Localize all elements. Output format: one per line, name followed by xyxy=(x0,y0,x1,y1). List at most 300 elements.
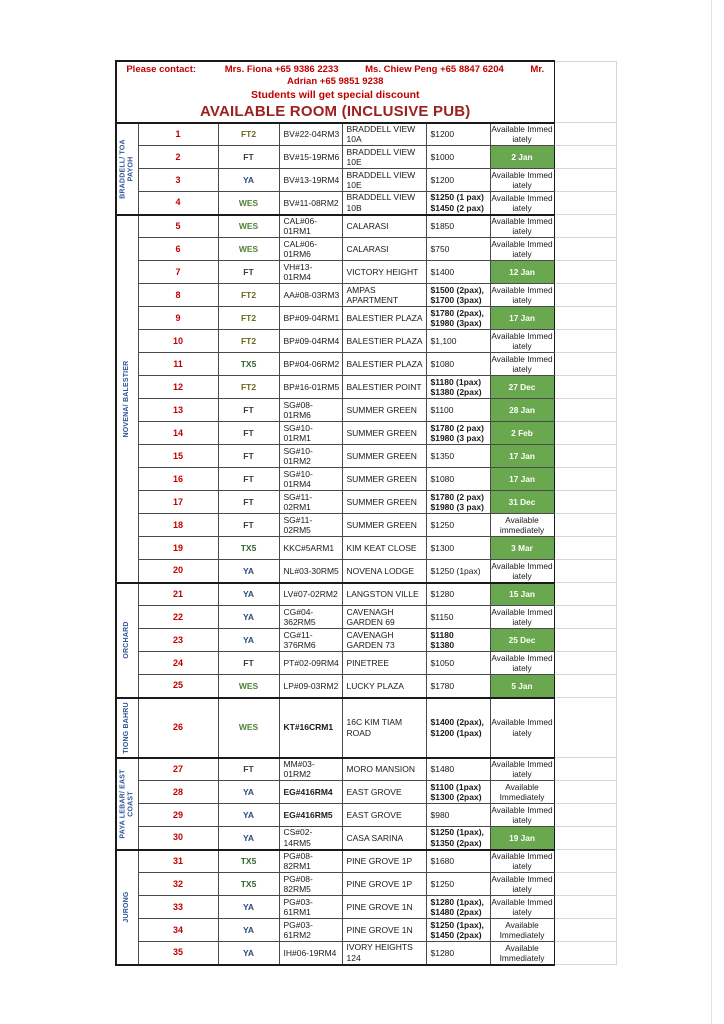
cell-line: iately xyxy=(512,134,532,145)
room-code-cell: TX5 xyxy=(218,537,279,560)
cell-line: $1780 (2pax), xyxy=(430,307,484,318)
cell-line: iately xyxy=(512,180,532,191)
row-number-cell: 26 xyxy=(138,698,218,758)
unit-code-cell: PG#08-82RM1 xyxy=(279,850,342,873)
table-row xyxy=(116,284,616,307)
row-number-cell: 1 xyxy=(138,123,218,146)
price-cell xyxy=(426,560,490,583)
cell-line: Immediately xyxy=(499,952,545,963)
cell-line: $1380 (2pax) xyxy=(430,387,482,398)
cell-line: iately xyxy=(512,769,532,780)
unit-code-cell: EG#416RM5 xyxy=(279,804,342,827)
spacer-cell xyxy=(554,169,616,192)
availability-cell xyxy=(490,781,554,804)
property-name-cell: NOVENA LODGE xyxy=(342,560,426,583)
price-cell xyxy=(426,261,490,284)
price-cell xyxy=(426,758,490,781)
availability-cell xyxy=(490,942,554,965)
table-row xyxy=(116,896,616,919)
room-code-cell: TX5 xyxy=(218,353,279,376)
row-number-cell: 22 xyxy=(138,606,218,629)
availability-cell xyxy=(490,215,554,238)
cell-line: 2 Feb xyxy=(511,427,533,438)
room-code-cell: FT2 xyxy=(218,376,279,399)
property-name-cell: BRADDELL VIEW 10E xyxy=(342,146,426,169)
cell-line: $1300 (2pax) xyxy=(430,792,482,803)
cell-line: $1350 xyxy=(430,450,455,461)
room-code-cell: FT xyxy=(218,445,279,468)
discount-note: Students will get special discount xyxy=(250,88,420,101)
row-number-cell: 18 xyxy=(138,514,218,537)
price-cell xyxy=(426,873,490,896)
row-number-cell: 9 xyxy=(138,307,218,330)
cell-line: 3 Mar xyxy=(511,542,533,553)
cell-line: Available Immed xyxy=(491,353,553,364)
unit-code-cell: PG#08-82RM5 xyxy=(279,873,342,896)
unit-code-cell: PT#02-09RM4 xyxy=(279,652,342,675)
room-code-cell: WES xyxy=(218,192,279,215)
row-number-cell: 23 xyxy=(138,629,218,652)
cell-line: Available Immed xyxy=(491,216,553,227)
cell-line: Available Immed xyxy=(491,284,553,295)
room-code-cell: FT2 xyxy=(218,307,279,330)
price-cell xyxy=(426,537,490,560)
availability-cell xyxy=(490,675,554,698)
table-row xyxy=(116,781,616,804)
cell-line: Available xyxy=(505,781,539,792)
sheet-title: AVAILABLE ROOM (INCLUSIVE PUB) xyxy=(200,102,471,120)
price-cell xyxy=(426,652,490,675)
spacer-cell xyxy=(554,192,616,215)
unit-code-cell: BV#15-19RM6 xyxy=(279,146,342,169)
price-cell xyxy=(426,919,490,942)
property-name-cell: BRADDELL VIEW 10B xyxy=(342,192,426,215)
cell-line: Available Immed xyxy=(491,652,553,663)
unit-code-cell: CG#04-362RM5 xyxy=(279,606,342,629)
cell-line: Immediately xyxy=(499,930,545,941)
table-row xyxy=(116,445,616,468)
spacer-cell xyxy=(554,261,616,284)
room-code-cell: YA xyxy=(218,629,279,652)
row-number-cell: 35 xyxy=(138,942,218,965)
row-number-cell: 5 xyxy=(138,215,218,238)
availability-cell xyxy=(490,560,554,583)
availability-cell xyxy=(490,123,554,146)
price-cell xyxy=(426,629,490,652)
property-name-cell: CASA SARINA xyxy=(342,827,426,850)
region-label: BRADDELL/ TOA PAYOH xyxy=(119,138,135,199)
cell-line: $1280 xyxy=(430,589,455,600)
room-table xyxy=(115,60,617,966)
spacer-cell xyxy=(554,675,616,698)
spacer-cell xyxy=(554,942,616,965)
header-row xyxy=(116,61,616,123)
room-code-cell: FT xyxy=(218,146,279,169)
table-row xyxy=(116,376,616,399)
cell-line: Available xyxy=(505,919,539,930)
region-label-cell xyxy=(116,583,138,698)
table-row xyxy=(116,827,616,850)
contact-adrian: Mr. Adrian +65 9851 9238 xyxy=(287,64,545,87)
cell-line: 5 Jan xyxy=(511,680,533,691)
row-number-cell: 24 xyxy=(138,652,218,675)
availability-cell xyxy=(490,698,554,758)
property-name-cell: EAST GROVE xyxy=(342,804,426,827)
cell-line: $1280 (1pax), xyxy=(430,896,484,907)
row-number-cell: 27 xyxy=(138,758,218,781)
cell-line: iately xyxy=(512,249,532,260)
price-cell xyxy=(426,514,490,537)
table-row xyxy=(116,238,616,261)
spacer-cell xyxy=(554,896,616,919)
room-code-cell: FT xyxy=(218,514,279,537)
property-name-cell: VICTORY HEIGHT xyxy=(342,261,426,284)
spacer-cell xyxy=(554,919,616,942)
cell-line: $1250 xyxy=(430,878,455,889)
cell-line: $1250 (1pax), xyxy=(430,827,484,838)
cell-line: iately xyxy=(512,341,532,352)
row-number-cell: 6 xyxy=(138,238,218,261)
price-cell xyxy=(426,583,490,606)
cell-line: $1450 (2 pax) xyxy=(430,202,484,213)
property-name-cell: 16C KIM TIAM ROAD xyxy=(342,698,426,758)
cell-line: iately xyxy=(512,727,532,738)
availability-cell xyxy=(490,896,554,919)
price-cell xyxy=(426,675,490,698)
cell-line: $1780 xyxy=(430,680,455,691)
cell-line: $1980 (3 pax) xyxy=(430,502,484,513)
property-name-cell: BALESTIER PLAZA xyxy=(342,307,426,330)
cell-line: $1780 (2 pax) xyxy=(430,491,484,502)
unit-code-cell: SG#11-02RM5 xyxy=(279,514,342,537)
cell-line: iately xyxy=(512,202,532,213)
spacer-cell xyxy=(554,61,616,123)
cell-line: iately xyxy=(512,861,532,872)
availability-cell xyxy=(490,169,554,192)
cell-line: $1480 (2pax) xyxy=(430,907,482,918)
price-cell xyxy=(426,376,490,399)
room-code-cell: YA xyxy=(218,919,279,942)
availability-cell xyxy=(490,491,554,514)
cell-line: Available Immed xyxy=(491,124,553,135)
unit-code-cell: SG#10-01RM4 xyxy=(279,468,342,491)
cell-line: iately xyxy=(512,364,532,375)
price-cell xyxy=(426,169,490,192)
unit-code-cell: KT#16CRM1 xyxy=(279,698,342,758)
price-cell xyxy=(426,698,490,758)
unit-code-cell: SG#08-01RM6 xyxy=(279,399,342,422)
spacer-cell xyxy=(554,491,616,514)
room-code-cell: WES xyxy=(218,215,279,238)
row-number-cell: 13 xyxy=(138,399,218,422)
table-row xyxy=(116,399,616,422)
spacer-cell xyxy=(554,422,616,445)
cell-line: $1250 (1pax), xyxy=(430,919,484,930)
cell-line: 17 Jan xyxy=(509,473,535,484)
cell-line: $1100 xyxy=(430,404,454,415)
cell-line: $1450 (2pax) xyxy=(430,930,482,941)
price-cell xyxy=(426,445,490,468)
availability-cell xyxy=(490,353,554,376)
room-code-cell: YA xyxy=(218,781,279,804)
room-code-cell: YA xyxy=(218,942,279,965)
spacer-cell xyxy=(554,146,616,169)
room-code-cell: FT xyxy=(218,468,279,491)
room-code-cell: FT xyxy=(218,652,279,675)
price-cell xyxy=(426,606,490,629)
price-cell xyxy=(426,353,490,376)
row-number-cell: 3 xyxy=(138,169,218,192)
cell-line: iately xyxy=(512,907,532,918)
cell-line: $1280 xyxy=(430,947,455,958)
unit-code-cell: EG#416RM4 xyxy=(279,781,342,804)
spacer-cell xyxy=(554,698,616,758)
price-cell xyxy=(426,804,490,827)
price-cell xyxy=(426,827,490,850)
unit-code-cell: SG#10-01RM2 xyxy=(279,445,342,468)
spacer-cell xyxy=(554,873,616,896)
price-cell xyxy=(426,307,490,330)
table-row xyxy=(116,146,616,169)
unit-code-cell: PG#03-61RM1 xyxy=(279,896,342,919)
cell-line: 19 Jan xyxy=(509,832,535,843)
table-row xyxy=(116,215,616,238)
spacer-cell xyxy=(554,514,616,537)
region-label-cell xyxy=(116,215,138,583)
unit-code-cell: NL#03-30RM5 xyxy=(279,560,342,583)
row-number-cell: 30 xyxy=(138,827,218,850)
property-name-cell: LANGSTON VILLE xyxy=(342,583,426,606)
room-code-cell: WES xyxy=(218,698,279,758)
room-code-cell: FT xyxy=(218,422,279,445)
cell-line: Available Immed xyxy=(491,330,553,341)
availability-cell xyxy=(490,261,554,284)
property-name-cell: SUMMER GREEN xyxy=(342,491,426,514)
table-row xyxy=(116,491,616,514)
table-row xyxy=(116,307,616,330)
table-row xyxy=(116,468,616,491)
row-number-cell: 32 xyxy=(138,873,218,896)
region-label: NOVENA/ BALESTIER xyxy=(123,360,131,438)
unit-code-cell: LP#09-03RM2 xyxy=(279,675,342,698)
price-cell xyxy=(426,215,490,238)
table-row xyxy=(116,583,616,606)
availability-cell xyxy=(490,850,554,873)
room-code-cell: FT xyxy=(218,491,279,514)
availability-cell xyxy=(490,238,554,261)
availability-cell xyxy=(490,399,554,422)
unit-code-cell: AA#08-03RM3 xyxy=(279,284,342,307)
cell-line: $1200 (1pax) xyxy=(430,727,482,738)
property-name-cell: EAST GROVE xyxy=(342,781,426,804)
cell-line: $1350 (2pax) xyxy=(430,837,482,848)
row-number-cell: 15 xyxy=(138,445,218,468)
row-number-cell: 7 xyxy=(138,261,218,284)
table-row xyxy=(116,873,616,896)
table-row xyxy=(116,422,616,445)
cell-line: $1250 (1 pax) xyxy=(430,192,484,203)
table-row xyxy=(116,169,616,192)
room-code-cell: YA xyxy=(218,169,279,192)
room-code-cell: YA xyxy=(218,827,279,850)
contact-fiona: Mrs. Fiona +65 9386 2233 xyxy=(224,64,339,75)
table-row xyxy=(116,850,616,873)
property-name-cell: SUMMER GREEN xyxy=(342,514,426,537)
availability-cell xyxy=(490,606,554,629)
cell-line: Available Immed xyxy=(491,560,553,571)
cell-line: 27 Dec xyxy=(508,381,536,392)
property-name-cell: MORO MANSION xyxy=(342,758,426,781)
availability-cell xyxy=(490,422,554,445)
availability-cell xyxy=(490,758,554,781)
table-row xyxy=(116,261,616,284)
cell-line: $1500 (2pax), xyxy=(430,284,484,295)
spacer-cell xyxy=(554,560,616,583)
spacer-cell xyxy=(554,468,616,491)
cell-line: Available Immed xyxy=(491,873,553,884)
availability-cell xyxy=(490,919,554,942)
row-number-cell: 4 xyxy=(138,192,218,215)
cell-line: 12 Jan xyxy=(509,266,535,277)
spacer-cell xyxy=(554,284,616,307)
cell-line: iately xyxy=(512,663,532,674)
cell-line: $980 xyxy=(430,809,450,820)
spacer-cell xyxy=(554,215,616,238)
region-label-cell xyxy=(116,698,138,758)
cell-line: $1700 (3pax) xyxy=(430,295,482,306)
price-cell xyxy=(426,850,490,873)
cell-line: 2 Jan xyxy=(511,151,533,162)
spacer-cell xyxy=(554,652,616,675)
spacer-cell xyxy=(554,850,616,873)
spacer-cell xyxy=(554,238,616,261)
cell-line: 28 Jan xyxy=(509,404,535,415)
property-name-cell: PINE GROVE 1N xyxy=(342,919,426,942)
property-name-cell: KIM KEAT CLOSE xyxy=(342,537,426,560)
table-row xyxy=(116,353,616,376)
cell-line: Available Immed xyxy=(491,606,553,617)
price-cell xyxy=(426,468,490,491)
availability-cell xyxy=(490,468,554,491)
cell-line: $1080 xyxy=(430,358,455,369)
cell-line: iately xyxy=(512,570,532,581)
table-row xyxy=(116,606,616,629)
price-cell xyxy=(426,399,490,422)
property-name-cell: SUMMER GREEN xyxy=(342,445,426,468)
spacer-cell xyxy=(554,758,616,781)
property-name-cell: CALARASI xyxy=(342,215,426,238)
unit-code-cell: VH#13-01RM4 xyxy=(279,261,342,284)
cell-line: $1250 (1pax) xyxy=(430,565,481,576)
price-cell xyxy=(426,146,490,169)
table-row xyxy=(116,537,616,560)
property-name-cell: AMPAS APARTMENT xyxy=(342,284,426,307)
availability-cell xyxy=(490,514,554,537)
cell-line: iately xyxy=(512,295,532,306)
room-code-cell: TX5 xyxy=(218,850,279,873)
cell-line: Available Immed xyxy=(491,896,553,907)
spacer-cell xyxy=(554,123,616,146)
property-name-cell: PINE GROVE 1P xyxy=(342,873,426,896)
cell-line: 17 Jan xyxy=(509,450,535,461)
table-row xyxy=(116,514,616,537)
spacer-cell xyxy=(554,629,616,652)
cell-line: iately xyxy=(512,884,532,895)
table-row xyxy=(116,330,616,353)
row-number-cell: 10 xyxy=(138,330,218,353)
unit-code-cell: BV#11-08RM2 xyxy=(279,192,342,215)
unit-code-cell: SG#10-01RM1 xyxy=(279,422,342,445)
cell-line: 31 Dec xyxy=(508,496,536,507)
unit-code-cell: BP#09-04RM4 xyxy=(279,330,342,353)
cell-line: immediately xyxy=(499,525,545,536)
unit-code-cell: CAL#06-01RM6 xyxy=(279,238,342,261)
row-number-cell: 14 xyxy=(138,422,218,445)
property-name-cell: CAVENAGH GARDEN 69 xyxy=(342,606,426,629)
cell-line: Available Immed xyxy=(491,192,553,203)
room-code-cell: YA xyxy=(218,804,279,827)
cell-line: $1250 xyxy=(430,519,455,530)
sheet-header xyxy=(116,61,554,123)
unit-code-cell: MM#03-01RM2 xyxy=(279,758,342,781)
availability-cell xyxy=(490,804,554,827)
availability-cell xyxy=(490,445,554,468)
cell-line: $1100 (1pax) xyxy=(430,781,482,792)
unit-code-cell: BP#04-06RM2 xyxy=(279,353,342,376)
table-row xyxy=(116,804,616,827)
property-name-cell: SUMMER GREEN xyxy=(342,399,426,422)
contact-chiew-peng: Ms. Chiew Peng +65 8847 6204 xyxy=(365,64,504,75)
availability-cell xyxy=(490,537,554,560)
spacer-cell xyxy=(554,537,616,560)
property-name-cell: PINETREE xyxy=(342,652,426,675)
cell-line: 17 Jan xyxy=(509,312,535,323)
price-cell xyxy=(426,192,490,215)
cell-line: $1000 xyxy=(430,151,455,162)
cell-line: $1980 (3pax) xyxy=(430,318,482,329)
region-label: PAYA LEBAR/ EAST COAST xyxy=(119,769,135,839)
cell-line: 15 Jan xyxy=(509,589,535,600)
cell-line: Available Immed xyxy=(491,169,553,180)
row-number-cell: 8 xyxy=(138,284,218,307)
property-name-cell: CAVENAGH GARDEN 73 xyxy=(342,629,426,652)
unit-code-cell: SG#11-02RM1 xyxy=(279,491,342,514)
page-scan-edge xyxy=(711,0,712,1024)
property-name-cell: BRADDELL VIEW 10A xyxy=(342,123,426,146)
room-code-cell: WES xyxy=(218,238,279,261)
cell-line: $1400 (2pax), xyxy=(430,717,484,727)
unit-code-cell: CAL#06-01RM1 xyxy=(279,215,342,238)
availability-cell xyxy=(490,284,554,307)
room-code-cell: FT xyxy=(218,399,279,422)
unit-code-cell: PG#03-61RM2 xyxy=(279,919,342,942)
region-label: ORCHARD xyxy=(123,621,131,659)
price-cell xyxy=(426,330,490,353)
row-number-cell: 21 xyxy=(138,583,218,606)
table-row xyxy=(116,629,616,652)
availability-cell xyxy=(490,330,554,353)
cell-line: Available Immed xyxy=(491,759,553,770)
property-name-cell: SUMMER GREEN xyxy=(342,468,426,491)
spacer-cell xyxy=(554,307,616,330)
unit-code-cell: CS#02-14RM5 xyxy=(279,827,342,850)
cell-line: $1180 (1pax) xyxy=(430,376,482,387)
table-row xyxy=(116,123,616,146)
unit-code-cell: BV#13-19RM4 xyxy=(279,169,342,192)
spacer-cell xyxy=(554,583,616,606)
cell-line: $1300 xyxy=(430,542,455,553)
property-name-cell: BALESTIER PLAZA xyxy=(342,353,426,376)
